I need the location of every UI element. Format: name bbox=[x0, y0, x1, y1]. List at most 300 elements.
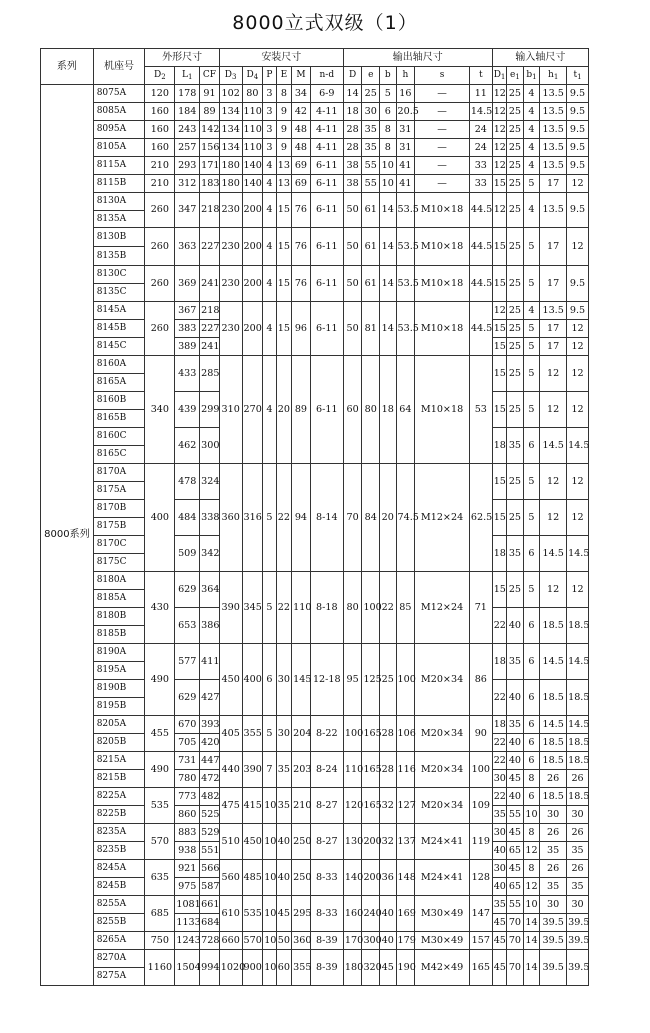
table-row bbox=[41, 121, 589, 139]
value-cell: 295 bbox=[292, 896, 311, 932]
value-cell: 26 bbox=[540, 860, 567, 878]
value-cell: 629 bbox=[175, 572, 200, 608]
value-cell: 367 bbox=[175, 302, 200, 320]
value-cell: 53.5 bbox=[396, 193, 415, 228]
value-cell: 15 bbox=[492, 392, 506, 428]
table-row bbox=[41, 572, 589, 590]
value-cell: 31 bbox=[396, 121, 415, 139]
value-cell: 510 bbox=[219, 824, 242, 860]
value-cell: 200 bbox=[362, 824, 380, 860]
column-header: h bbox=[396, 67, 415, 85]
value-cell: 250 bbox=[292, 824, 311, 860]
value-cell: 14 bbox=[343, 85, 362, 103]
frame-model-cell: 8215A bbox=[93, 752, 145, 770]
value-cell: 535 bbox=[242, 896, 263, 932]
value-cell: 180 bbox=[343, 950, 362, 986]
table-row bbox=[41, 896, 589, 914]
header-installation-dimensions: 安装尺寸 bbox=[219, 49, 343, 67]
value-cell: 7 bbox=[263, 752, 276, 788]
value-cell: 4 bbox=[523, 139, 540, 157]
value-cell: 12 bbox=[492, 157, 506, 175]
value-cell: 400 bbox=[242, 644, 263, 716]
value-cell: 462 bbox=[175, 428, 200, 464]
value-cell: 22 bbox=[380, 572, 397, 644]
value-cell: 230 bbox=[219, 193, 242, 228]
value-cell: 26 bbox=[540, 824, 567, 842]
value-cell: 1020 bbox=[219, 950, 242, 986]
value-cell: 90 bbox=[469, 716, 492, 752]
value-cell: 241 bbox=[200, 266, 220, 302]
frame-model-cell: 8205B bbox=[93, 734, 145, 752]
value-cell: 14.5 bbox=[567, 644, 589, 680]
value-cell: 50 bbox=[276, 932, 292, 950]
value-cell: 14.5 bbox=[469, 103, 492, 121]
value-cell: 140 bbox=[242, 157, 263, 175]
value-cell: 25 bbox=[507, 572, 524, 608]
value-cell: 364 bbox=[200, 572, 220, 608]
value-cell: 18 bbox=[380, 356, 397, 464]
value-cell: 8 bbox=[276, 85, 292, 103]
value-cell: 183 bbox=[200, 175, 220, 193]
value-cell: 218 bbox=[200, 193, 220, 228]
value-cell: 40 bbox=[507, 788, 524, 806]
value-cell: 45 bbox=[507, 824, 524, 842]
value-cell: 184 bbox=[175, 103, 200, 121]
value-cell: 10 bbox=[263, 896, 276, 932]
value-cell: 26 bbox=[567, 860, 589, 878]
value-cell: 25 bbox=[380, 644, 397, 716]
value-cell: 4 bbox=[263, 193, 276, 228]
value-cell: 1133 bbox=[175, 914, 200, 932]
value-cell: — bbox=[415, 139, 470, 157]
value-cell: 355 bbox=[292, 950, 311, 986]
value-cell: 30 bbox=[492, 770, 506, 788]
value-cell: M10×18 bbox=[415, 193, 470, 228]
value-cell: 17 bbox=[540, 320, 567, 338]
value-cell: 25 bbox=[507, 356, 524, 392]
value-cell: 9 bbox=[276, 103, 292, 121]
value-cell: 12 bbox=[492, 121, 506, 139]
value-cell: 55 bbox=[507, 896, 524, 914]
value-cell: 30 bbox=[362, 103, 380, 121]
value-cell: 653 bbox=[175, 608, 200, 644]
value-cell: — bbox=[415, 175, 470, 193]
value-cell: 13.5 bbox=[540, 103, 567, 121]
value-cell: 15 bbox=[276, 266, 292, 302]
value-cell: 12 bbox=[567, 464, 589, 500]
value-cell: 179 bbox=[396, 932, 415, 950]
value-cell: 15 bbox=[276, 302, 292, 356]
value-cell: 15 bbox=[492, 175, 506, 193]
series-cell: 8000系列 bbox=[41, 85, 94, 986]
value-cell: 8-33 bbox=[310, 860, 343, 896]
frame-model-cell: 8265A bbox=[93, 932, 145, 950]
value-cell: 14 bbox=[523, 914, 540, 932]
value-cell: 70 bbox=[343, 464, 362, 572]
value-cell: 773 bbox=[175, 788, 200, 806]
value-cell: 200 bbox=[242, 302, 263, 356]
value-cell: 42 bbox=[292, 103, 311, 121]
value-cell: 400 bbox=[145, 464, 175, 572]
column-header: $h_1$ bbox=[540, 67, 567, 85]
value-cell: 4 bbox=[263, 266, 276, 302]
value-cell: 6 bbox=[523, 680, 540, 716]
value-cell: 35 bbox=[567, 878, 589, 896]
value-cell: 40 bbox=[276, 824, 292, 860]
value-cell: 610 bbox=[219, 896, 242, 932]
column-header: $t_1$ bbox=[567, 67, 589, 85]
value-cell: 34 bbox=[292, 85, 311, 103]
value-cell: 15 bbox=[276, 228, 292, 266]
value-cell: 15 bbox=[492, 228, 506, 266]
value-cell: 25 bbox=[507, 266, 524, 302]
value-cell: 12 bbox=[567, 175, 589, 193]
value-cell: 5 bbox=[263, 572, 276, 644]
value-cell: 227 bbox=[200, 320, 220, 338]
value-cell: 390 bbox=[242, 752, 263, 788]
value-cell: 25 bbox=[507, 464, 524, 500]
frame-model-cell: 8130B bbox=[93, 228, 145, 247]
frame-model-cell: 8225A bbox=[93, 788, 145, 806]
frame-model-cell: 8270A bbox=[93, 950, 145, 968]
value-cell: 120 bbox=[343, 788, 362, 824]
value-cell: 32 bbox=[380, 788, 397, 824]
value-cell: 10 bbox=[523, 896, 540, 914]
value-cell: 8 bbox=[380, 121, 397, 139]
value-cell: 10 bbox=[263, 824, 276, 860]
value-cell: 39.5 bbox=[540, 914, 567, 932]
value-cell: 15 bbox=[492, 572, 506, 608]
value-cell: 14.5 bbox=[567, 716, 589, 734]
value-cell: 86 bbox=[469, 644, 492, 716]
value-cell: 35 bbox=[567, 842, 589, 860]
frame-model-cell: 8235A bbox=[93, 824, 145, 842]
value-cell: 5 bbox=[523, 572, 540, 608]
value-cell: 65 bbox=[507, 842, 524, 860]
value-cell: 6 bbox=[263, 644, 276, 716]
value-cell: 430 bbox=[145, 572, 175, 644]
value-cell: 14.5 bbox=[540, 428, 567, 464]
value-cell: 551 bbox=[200, 842, 220, 860]
table-row bbox=[41, 932, 589, 950]
table-row bbox=[41, 950, 589, 968]
value-cell: 134 bbox=[219, 139, 242, 157]
value-cell: 260 bbox=[145, 266, 175, 302]
value-cell: 9 bbox=[276, 121, 292, 139]
value-cell: 71 bbox=[469, 572, 492, 644]
value-cell: 18.5 bbox=[540, 752, 567, 770]
value-cell: 160 bbox=[145, 103, 175, 121]
value-cell: 8-39 bbox=[310, 950, 343, 986]
value-cell: 60 bbox=[276, 950, 292, 986]
value-cell: 6 bbox=[523, 608, 540, 644]
value-cell: 660 bbox=[219, 932, 242, 950]
value-cell: 15 bbox=[276, 193, 292, 228]
value-cell: 12 bbox=[523, 842, 540, 860]
value-cell: 160 bbox=[145, 139, 175, 157]
value-cell: 6 bbox=[523, 716, 540, 734]
value-cell: 137 bbox=[396, 824, 415, 860]
value-cell: 12 bbox=[492, 139, 506, 157]
value-cell: 178 bbox=[175, 85, 200, 103]
value-cell: 12-18 bbox=[310, 644, 343, 716]
value-cell: 25 bbox=[507, 500, 524, 536]
value-cell: 14 bbox=[380, 266, 397, 302]
column-header: s bbox=[415, 67, 470, 85]
value-cell: 427 bbox=[200, 680, 220, 716]
value-cell: 17 bbox=[540, 266, 567, 302]
value-cell: 6-11 bbox=[310, 356, 343, 464]
value-cell: 9.5 bbox=[567, 85, 589, 103]
frame-model-cell: 8255A bbox=[93, 896, 145, 914]
value-cell: 35 bbox=[507, 716, 524, 734]
value-cell: 44.5 bbox=[469, 228, 492, 266]
value-cell: 8-24 bbox=[310, 752, 343, 788]
value-cell: 95 bbox=[343, 644, 362, 716]
value-cell: 260 bbox=[145, 193, 175, 228]
value-cell: 5 bbox=[523, 464, 540, 500]
frame-model-cell: 8175B bbox=[93, 518, 145, 536]
value-cell: 6-11 bbox=[310, 302, 343, 356]
value-cell: 14.5 bbox=[567, 428, 589, 464]
value-cell: 35 bbox=[276, 752, 292, 788]
value-cell: 241 bbox=[200, 338, 220, 356]
frame-model-cell: 8245A bbox=[93, 860, 145, 878]
frame-model-cell: 8165A bbox=[93, 374, 145, 392]
value-cell: 70 bbox=[507, 950, 524, 986]
value-cell: 180 bbox=[219, 175, 242, 193]
value-cell: 324 bbox=[200, 464, 220, 500]
value-cell: 4 bbox=[263, 356, 276, 464]
value-cell: 390 bbox=[219, 572, 242, 644]
value-cell: 14 bbox=[380, 302, 397, 356]
value-cell: 750 bbox=[145, 932, 175, 950]
value-cell: 6-11 bbox=[310, 157, 343, 175]
table-row bbox=[41, 266, 589, 284]
table-row bbox=[41, 464, 589, 482]
column-header: b bbox=[380, 67, 397, 85]
value-cell: 165 bbox=[362, 752, 380, 788]
value-cell: 128 bbox=[469, 860, 492, 896]
value-cell: 25 bbox=[507, 139, 524, 157]
value-cell: 25 bbox=[362, 85, 380, 103]
value-cell: 25 bbox=[507, 157, 524, 175]
value-cell: 389 bbox=[175, 338, 200, 356]
value-cell: 482 bbox=[200, 788, 220, 806]
frame-model-cell: 8145A bbox=[93, 302, 145, 320]
column-header: $L_1$ bbox=[175, 67, 200, 85]
column-header: M bbox=[292, 67, 311, 85]
value-cell: 14 bbox=[523, 950, 540, 986]
value-cell: 12 bbox=[492, 85, 506, 103]
frame-model-cell: 8085A bbox=[93, 103, 145, 121]
value-cell: 69 bbox=[292, 157, 311, 175]
frame-model-cell: 8165B bbox=[93, 410, 145, 428]
value-cell: 5 bbox=[523, 500, 540, 536]
value-cell: 5 bbox=[380, 85, 397, 103]
column-header: E bbox=[276, 67, 292, 85]
value-cell: 10 bbox=[380, 157, 397, 175]
header-output-shaft-dimensions: 输出轴尺寸 bbox=[343, 49, 492, 67]
value-cell: 3 bbox=[263, 121, 276, 139]
value-cell: 96 bbox=[292, 302, 311, 356]
header-series: 系列 bbox=[41, 49, 94, 85]
value-cell: — bbox=[415, 121, 470, 139]
value-cell: 100 bbox=[469, 752, 492, 788]
value-cell: 685 bbox=[145, 896, 175, 932]
table-row bbox=[41, 752, 589, 770]
value-cell: 148 bbox=[396, 860, 415, 896]
value-cell: 18.5 bbox=[540, 680, 567, 716]
value-cell: M20×34 bbox=[415, 788, 470, 824]
value-cell: 994 bbox=[200, 950, 220, 986]
value-cell: 110 bbox=[292, 572, 311, 644]
value-cell: 415 bbox=[242, 788, 263, 824]
value-cell: 61 bbox=[362, 266, 380, 302]
value-cell: 1160 bbox=[145, 950, 175, 986]
value-cell: 100 bbox=[396, 644, 415, 716]
value-cell: — bbox=[415, 157, 470, 175]
value-cell: 257 bbox=[175, 139, 200, 157]
value-cell: 24 bbox=[469, 121, 492, 139]
value-cell: 22 bbox=[492, 752, 506, 770]
value-cell: 484 bbox=[175, 500, 200, 536]
value-cell: 12 bbox=[540, 392, 567, 428]
value-cell: 4 bbox=[263, 228, 276, 266]
value-cell: 485 bbox=[242, 860, 263, 896]
value-cell: 6 bbox=[523, 536, 540, 572]
value-cell: 28 bbox=[380, 752, 397, 788]
value-cell: 577 bbox=[175, 644, 200, 680]
value-cell: 61 bbox=[362, 228, 380, 266]
value-cell: 26 bbox=[567, 770, 589, 788]
value-cell: 48 bbox=[292, 121, 311, 139]
table-row bbox=[41, 175, 589, 193]
value-cell: 119 bbox=[469, 824, 492, 860]
value-cell: 109 bbox=[469, 788, 492, 824]
value-cell: 450 bbox=[219, 644, 242, 716]
value-cell: M12×24 bbox=[415, 572, 470, 644]
value-cell: 300 bbox=[200, 428, 220, 464]
value-cell: 15 bbox=[492, 464, 506, 500]
value-cell: 243 bbox=[175, 121, 200, 139]
value-cell: 883 bbox=[175, 824, 200, 842]
header-outline-dimensions: 外形尺寸 bbox=[145, 49, 219, 67]
frame-model-cell: 8115B bbox=[93, 175, 145, 193]
value-cell: 102 bbox=[219, 85, 242, 103]
value-cell: 35 bbox=[507, 644, 524, 680]
value-cell: 11 bbox=[469, 85, 492, 103]
value-cell: 89 bbox=[292, 356, 311, 464]
value-cell: 45 bbox=[507, 860, 524, 878]
value-cell: 60 bbox=[343, 356, 362, 464]
value-cell: 218 bbox=[200, 302, 220, 320]
value-cell: 8 bbox=[523, 770, 540, 788]
value-cell: 14 bbox=[380, 193, 397, 228]
value-cell: 10 bbox=[380, 175, 397, 193]
value-cell: 204 bbox=[292, 716, 311, 752]
column-header: $D_2$ bbox=[145, 67, 175, 85]
value-cell: M30×49 bbox=[415, 932, 470, 950]
value-cell: 22 bbox=[492, 608, 506, 644]
value-cell: 55 bbox=[362, 157, 380, 175]
value-cell: 45 bbox=[492, 932, 506, 950]
frame-model-cell: 8180A bbox=[93, 572, 145, 590]
value-cell: 270 bbox=[242, 356, 263, 464]
value-cell: M42×49 bbox=[415, 950, 470, 986]
value-cell: 17 bbox=[540, 228, 567, 266]
value-cell: 6 bbox=[380, 103, 397, 121]
value-cell: 9.5 bbox=[567, 121, 589, 139]
value-cell: 30 bbox=[492, 860, 506, 878]
value-cell: 25 bbox=[507, 228, 524, 266]
value-cell: 3 bbox=[263, 85, 276, 103]
value-cell: 40 bbox=[380, 896, 397, 932]
value-cell: 13.5 bbox=[540, 302, 567, 320]
value-cell: 30 bbox=[276, 716, 292, 752]
value-cell: 4 bbox=[263, 302, 276, 356]
value-cell: 41 bbox=[396, 157, 415, 175]
value-cell: 18.5 bbox=[567, 734, 589, 752]
value-cell: 363 bbox=[175, 228, 200, 266]
value-cell: 33 bbox=[469, 157, 492, 175]
column-header: $D_1$ bbox=[492, 67, 506, 85]
value-cell: 5 bbox=[523, 320, 540, 338]
value-cell: 40 bbox=[507, 734, 524, 752]
value-cell: 8-27 bbox=[310, 788, 343, 824]
value-cell: 4 bbox=[523, 302, 540, 320]
value-cell: 345 bbox=[242, 572, 263, 644]
value-cell: M10×18 bbox=[415, 302, 470, 356]
value-cell: 12 bbox=[492, 103, 506, 121]
value-cell: 6-11 bbox=[310, 228, 343, 266]
value-cell: 171 bbox=[200, 157, 220, 175]
value-cell: 61 bbox=[362, 193, 380, 228]
value-cell: 81 bbox=[362, 302, 380, 356]
value-cell: 433 bbox=[175, 356, 200, 392]
value-cell: 312 bbox=[175, 175, 200, 193]
value-cell: 13 bbox=[276, 175, 292, 193]
value-cell: 14 bbox=[380, 228, 397, 266]
value-cell: 14 bbox=[523, 932, 540, 950]
frame-model-cell: 8160C bbox=[93, 428, 145, 446]
value-cell: 320 bbox=[362, 950, 380, 986]
value-cell: 6-11 bbox=[310, 175, 343, 193]
value-cell: 9.5 bbox=[567, 157, 589, 175]
value-cell: 110 bbox=[242, 121, 263, 139]
value-cell: 780 bbox=[175, 770, 200, 788]
value-cell: 18 bbox=[492, 716, 506, 734]
value-cell: 165 bbox=[469, 950, 492, 986]
value-cell: 74.5 bbox=[396, 464, 415, 572]
value-cell: 13.5 bbox=[540, 85, 567, 103]
value-cell: 300 bbox=[362, 932, 380, 950]
value-cell: 157 bbox=[469, 932, 492, 950]
value-cell: 200 bbox=[362, 860, 380, 896]
value-cell: 587 bbox=[200, 878, 220, 896]
value-cell: 684 bbox=[200, 914, 220, 932]
value-cell: 472 bbox=[200, 770, 220, 788]
value-cell: 560 bbox=[219, 860, 242, 896]
frame-model-cell: 8190B bbox=[93, 680, 145, 698]
value-cell: 65 bbox=[507, 878, 524, 896]
value-cell: 8-33 bbox=[310, 896, 343, 932]
value-cell: 30 bbox=[567, 896, 589, 914]
value-cell: 94 bbox=[292, 464, 311, 572]
frame-model-cell: 8195B bbox=[93, 698, 145, 716]
value-cell: 26 bbox=[567, 824, 589, 842]
value-cell: 147 bbox=[469, 896, 492, 932]
